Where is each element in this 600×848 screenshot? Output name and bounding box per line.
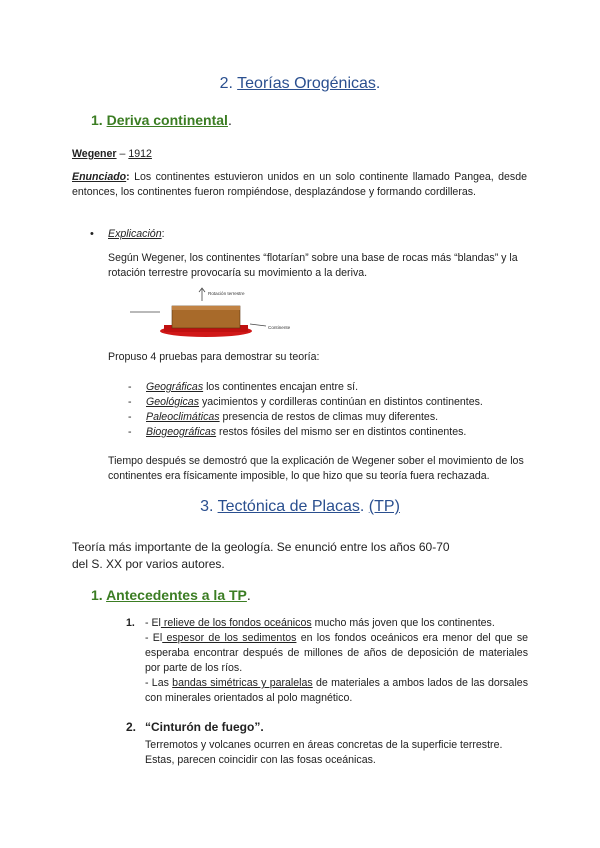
subsection-antecedentes-number: 1.	[91, 587, 103, 603]
antecedente-rest: mucho más joven que los continentes.	[311, 617, 495, 629]
tp-intro-paragraph: Teoría más importante de la geología. Se enunció entre los años 60-70 del S. XX por varios autores.	[72, 540, 450, 571]
section-2-number: 2.	[219, 75, 233, 92]
prueba-label: Geológicas	[146, 396, 199, 408]
enunciado-colon: :	[126, 171, 130, 183]
prueba-item-paleoclimaticas	[128, 410, 438, 425]
antecedente-underlined: bandas simétricas y paralelas	[172, 677, 313, 689]
prueba-label: Paleoclimáticas	[146, 411, 220, 423]
antecedentes-number-2: 2.	[126, 720, 137, 734]
antecedente-espesor	[145, 631, 528, 676]
prueba-label: Geográficas	[146, 381, 204, 393]
explicacion-heading	[108, 227, 165, 242]
subsection-antecedentes-heading	[91, 587, 251, 603]
section-2-dot: .	[375, 75, 381, 92]
pruebas-intro: Propuso 4 pruebas para demostrar su teoría:	[108, 351, 320, 363]
subsection-antecedentes-title: Antecedentes a la TP	[106, 587, 247, 603]
antecedente-underlined: espesor de los sedimentos	[162, 632, 297, 644]
prueba-text: los continentes encajan entre sí.	[203, 381, 359, 393]
section-3-dot: .	[359, 498, 365, 515]
explicacion-colon: :	[161, 228, 165, 240]
section-2-heading	[0, 75, 600, 93]
right-pointer-line	[250, 324, 266, 326]
explicacion-bullet: •	[90, 228, 94, 240]
enunciado-paragraph	[72, 170, 527, 200]
section-2-title: Teorías Orogénicas	[237, 75, 376, 92]
prueba-text: presencia de restos de climas muy diferentes.	[219, 411, 439, 423]
prueba-item-geologicas	[128, 395, 483, 410]
explicacion-label: Explicación	[108, 228, 162, 240]
continental-drift-diagram	[128, 284, 308, 342]
wegener-dash: –	[116, 148, 129, 160]
cinturon-text: Terremotos y volcanes ocurren en áreas concretas de la superficie terrestre. Estas, parecen coincidir con las fosas oceánicas.	[145, 739, 503, 766]
prueba-item-geograficas	[128, 380, 358, 395]
antecedente-rest: en los fondos oceánicos era menor del que se esperaba encontrar después de millones de años de deposición de materiales por parte de los ríos.	[145, 632, 529, 674]
antecedente-prefix: - Las	[145, 677, 173, 689]
antecedente-prefix: - El	[145, 632, 163, 644]
explicacion-text: Según Wegener, los continentes “flotarían” sobre una base de rocas más “blandas” y la rotación terrestre provocaría su movimiento a la deriva.	[108, 252, 518, 279]
subsection-deriva-number: 1.	[91, 112, 103, 128]
antecedente-prefix: - El	[145, 617, 161, 629]
prueba-item-biogeograficas	[128, 425, 466, 440]
section-3-heading	[0, 498, 600, 516]
subsection-antecedentes-dot: .	[246, 587, 251, 603]
antecedente-rest: de materiales a ambos lados de las dorsales con minerales orientados al polo magnético.	[145, 677, 528, 704]
continent-label: Continente	[268, 325, 291, 330]
antecedentes-item-1	[145, 616, 528, 706]
prueba-label: Biogeográficas	[146, 426, 217, 438]
section-3-number: 3.	[200, 498, 214, 515]
antecedentes-number-1: 1.	[126, 617, 135, 629]
cinturon-title: “Cinturón de fuego”.	[145, 720, 264, 734]
antecedente-relieve	[145, 616, 528, 631]
continent-top	[172, 306, 240, 310]
antecedente-bandas	[145, 676, 528, 706]
enunciado-text: Los continentes estuvieron unidos en un solo continente llamado Pangea, desde entonces, los continentes fueron rompiéndose, desplazándose y formando cordilleras.	[72, 171, 527, 198]
wegener-line	[72, 147, 152, 162]
antecedente-underlined: relieve de los fondos oceánicos	[160, 617, 312, 629]
subsection-deriva-dot: .	[227, 112, 232, 128]
rotation-label: Rotación terrestre	[208, 291, 245, 296]
enunciado-label: Enunciado	[72, 171, 127, 183]
prueba-dash: -	[128, 396, 132, 408]
wegener-name: Wegener	[72, 148, 117, 160]
tiempo-paragraph: Tiempo después se demostró que la explicación de Wegener sober el movimiento de los continentes era físicamente imposible, lo que hizo que su teoría fuera rechazada.	[108, 455, 524, 482]
subsection-deriva-title: Deriva continental	[106, 112, 228, 128]
section-3-abbr: (TP)	[368, 498, 400, 515]
prueba-dash: -	[128, 426, 132, 438]
prueba-dash: -	[128, 411, 132, 423]
prueba-text: restos fósiles del mismo ser en distintos continentes.	[216, 426, 467, 438]
prueba-dash: -	[128, 381, 132, 393]
prueba-text: yacimientos y cordilleras continúan en distintos continentes.	[199, 396, 483, 408]
wegener-year: 1912	[128, 148, 152, 160]
subsection-deriva-heading	[91, 112, 232, 128]
section-3-title: Tectónica de Placas	[217, 498, 360, 515]
